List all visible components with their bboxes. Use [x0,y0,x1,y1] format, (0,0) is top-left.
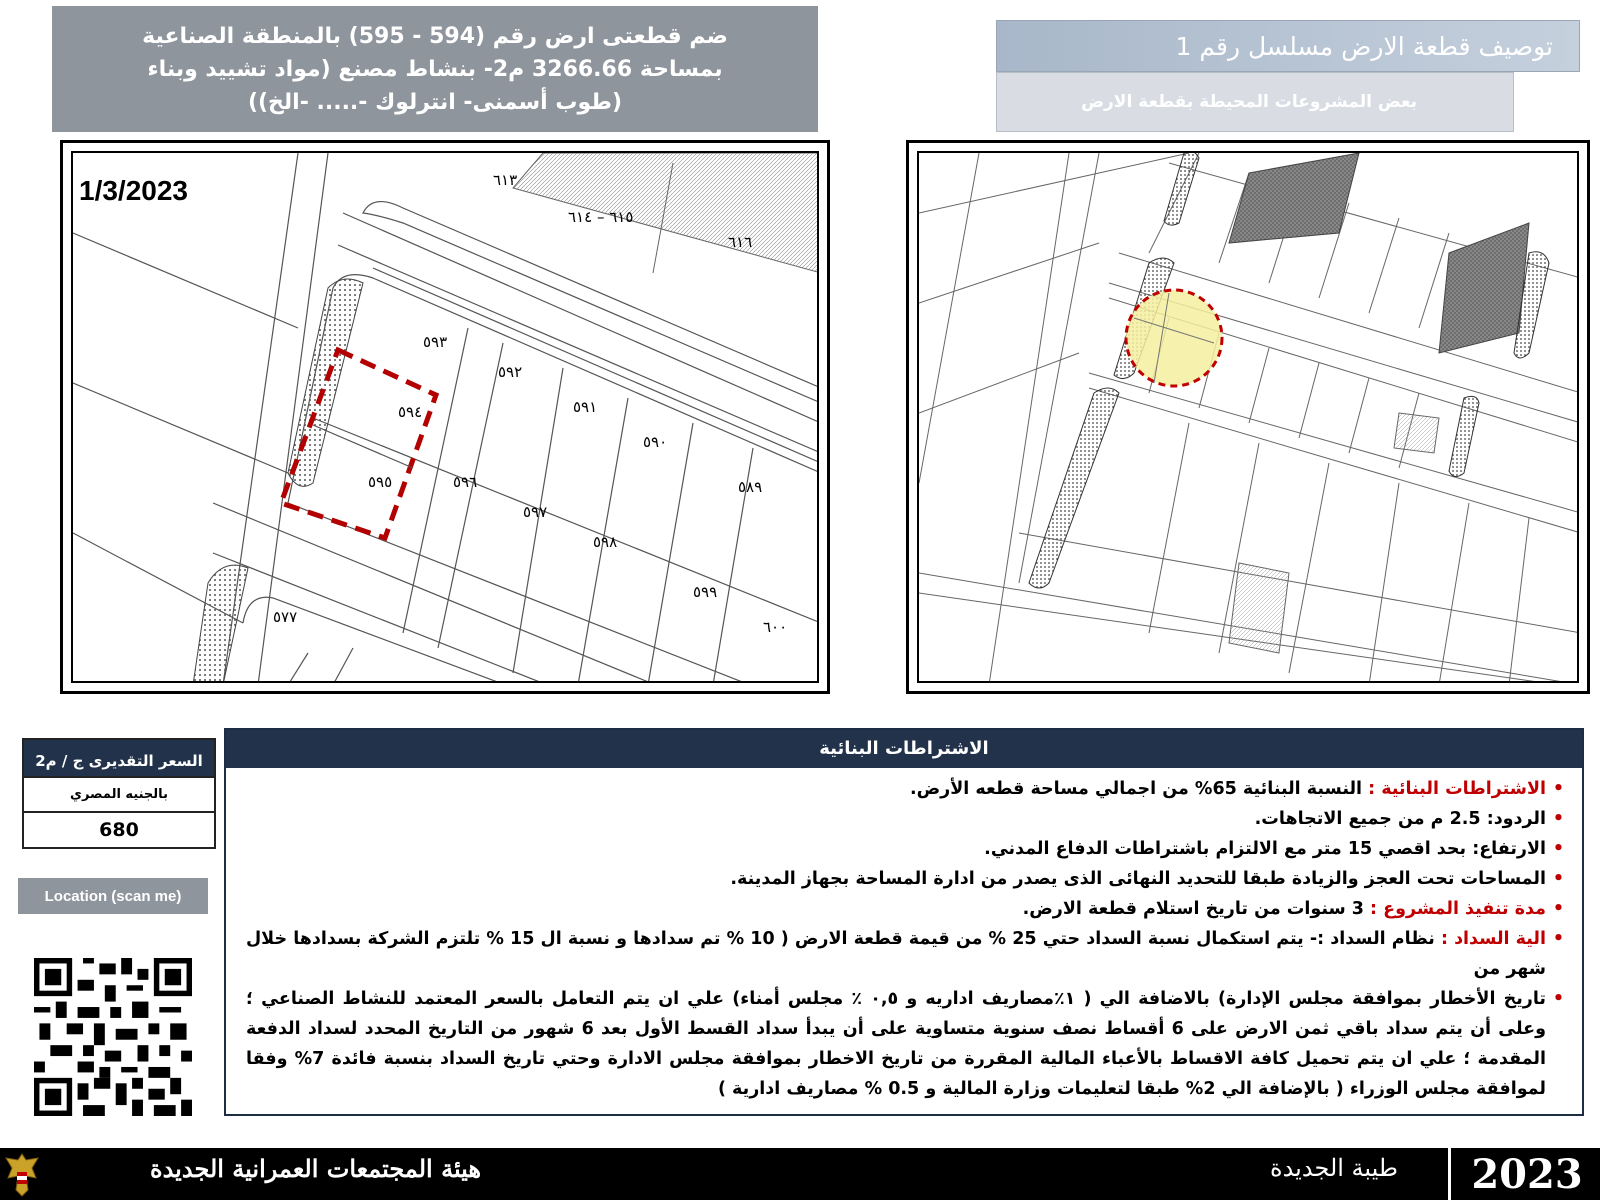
plot-label: ٦١٥ – ٦١٤ [568,208,634,226]
building-conditions-panel [224,728,1584,1116]
plot-description-title [996,20,1580,72]
surrounding-projects-label [996,72,1514,132]
plot-map-drawing [73,153,819,683]
condition-text: الارتفاع: بحد اقصي 15 متر مع الالتزام باشتراطات الدفاع المدني. [984,839,1546,859]
building-conditions-title: الاشتراطات البنائية [226,730,1582,768]
plot-label: ٥٩٠ [643,433,668,451]
condition-item-payment [246,924,1564,984]
plot-label: ٥٩٣ [423,333,448,351]
plot-description-title-text: توصيف قطعة الارض مسلسل رقم 1 [1175,31,1553,61]
building-conditions-list [226,768,1582,1104]
estimated-price-box [22,738,216,849]
plot-label: ٦١٣ [493,171,518,189]
condition-text: نظام السداد :- يتم استكمال نسبة السداد حتي 25 % من قيمة قطعة الارض ( 10 % تم سدادها و نسبة ال 15 % تلتزم الشركة بسدادها خلال شهر من [246,929,1546,979]
plot-label-594: ٥٩٤ [398,403,423,421]
location-qr-code[interactable] [34,958,192,1116]
surroundings-map [906,140,1590,694]
condition-text: تاريخ الأخطار بموافقة مجلس الإدارة) بالاضافة الي ( ١٪مصاريف اداريه و ٠,٥ ٪ مجلس أمناء) علي ان يتم التعامل بالسعر المعتمد للنشاط الصناعي ؛ وعلى أن يتم سداد باقي ثمن الارض على 6 أقساط نصف سنوية متساوية على أن يبدأ سداد القسط الأول بعد 6 شهور من التاريخ المحدد لسداد الدفعة المقدمة ؛ علي ان يتم تحميل كافة الاقساط بالأعباء المالية المقررة من تاريخ الاخطار بموافقة مجلس الادارة وحتي تاريخ السداد بنسبة فائدة 7% وفقا لموافقة مجلس الوزراء ( بالإضافة الي 2% طبقا لتعليمات وزارة المالية و 0.5 % مصاريف ادارية ) [246,989,1546,1099]
location-scan-button[interactable]: Location (scan me) [18,878,208,914]
plot-label: ٥٩٢ [498,363,523,381]
land-title-box [52,6,818,132]
condition-text: الردود: 2.5 م من جميع الاتجاهات. [1254,809,1546,829]
condition-label: مدة تنفيذ المشروع : [1370,899,1546,919]
plot-map [60,140,830,694]
surrounding-projects-text: بعض المشروعات المحيطة بقطعة الارض [1081,92,1417,112]
plot-label: ٦١٦ [728,233,753,251]
footer-year: 2023 [1448,1148,1600,1200]
condition-item-installments [246,984,1564,1104]
condition-label: الية السداد : [1440,929,1546,949]
condition-item-setbacks [246,804,1564,834]
plot-label: ٦٠٠ [763,618,788,636]
egypt-eagle-icon [4,1150,40,1198]
price-value: 680 [24,811,214,847]
plot-label: ٥٨٩ [738,478,763,496]
plot-map-canvas [71,151,819,683]
condition-item-areas [246,864,1564,894]
plot-label: ٥٩٩ [693,583,718,601]
condition-label: الاشتراطات البنائية : [1368,779,1546,799]
land-title-line-1: ضم قطعتى ارض رقم (594 - 595) بالمنطقة الصناعية [142,23,728,49]
plot-label: ٥٩١ [573,398,598,416]
plot-label: ٥٧٧ [273,608,298,626]
condition-text: النسبة البنائية 65% من اجمالي مساحة قطعه الأرض. [909,779,1369,799]
plot-label: ٥٩٨ [593,533,618,551]
footer-organization-name: هيئة المجتمعات العمرانية الجديدة [150,1154,482,1183]
condition-item-duration [246,894,1564,924]
condition-item-height [246,834,1564,864]
land-title-line-3: (طوب أسمنى- انترلوك -..... -الخ)) [247,89,623,115]
plot-label-595: ٥٩٥ [368,473,393,491]
surroundings-map-canvas [917,151,1579,683]
condition-text: المساحات تحت العجز والزيادة طبقا للتحديد النهائى الذى يصدر من ادارة المساحة بجهاز المدينة. [730,869,1546,889]
footer-city-name: طيبة الجديدة [1270,1154,1399,1182]
condition-text: 3 سنوات من تاريخ استلام قطعة الارض. [1022,899,1371,919]
plot-label: ٥٩٦ [453,473,478,491]
estimated-price-header: السعر التقديرى ج / م2 [24,740,214,776]
map-date: 1/3/2023 [79,175,188,206]
price-currency-label: بالجنيه المصري [24,776,214,811]
surroundings-map-drawing [919,153,1579,683]
plot-label: ٥٩٧ [523,503,548,521]
condition-item-building-ratio [246,774,1564,804]
land-title-line-2: بمساحة 3266.66 م2- بنشاط مصنع (مواد تشييد وبناء [147,56,723,82]
